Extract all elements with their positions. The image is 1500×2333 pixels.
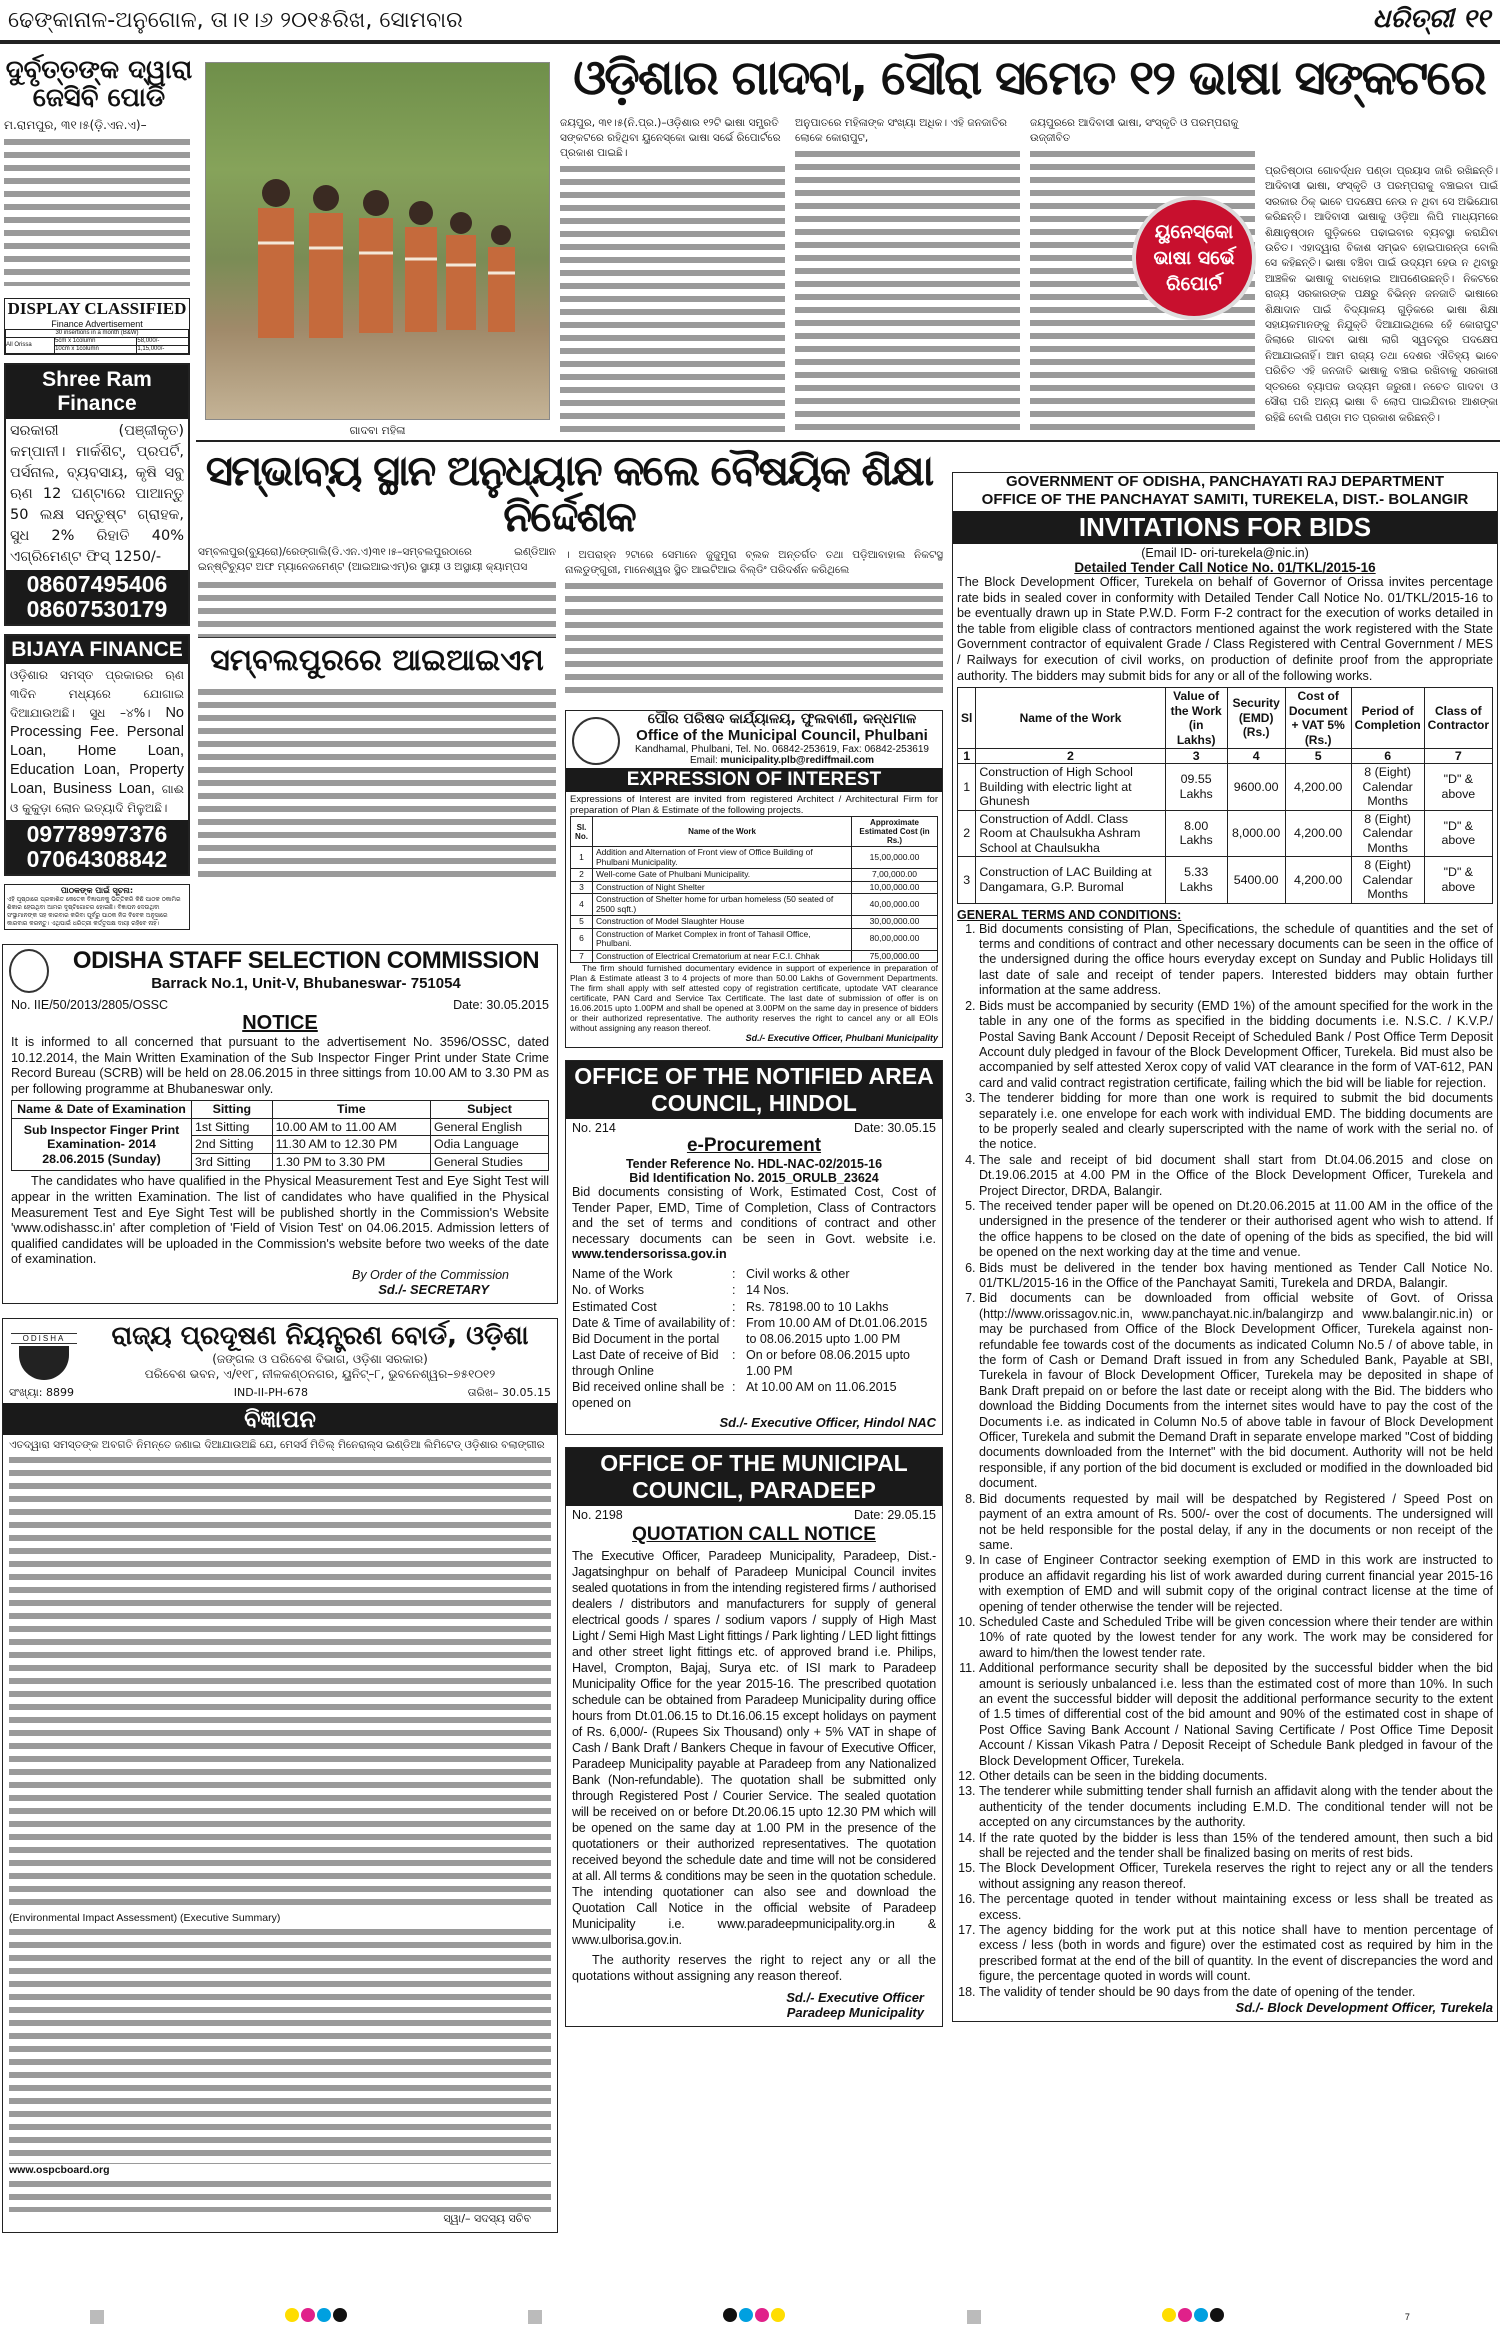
table-cell: 2: [571, 869, 593, 882]
term-item: 6. Bids must be delivered in the tender box having mentioned as Tender Call Notice No. 01/TKL/2015-16 in the Office of the Panchayat Samiti, Turekela and DRDA, Balangir.: [979, 1261, 1493, 1292]
table-cell: 6: [571, 928, 593, 950]
term-item: 1. Bid documents consisting of Plan, Specifications, the schedule of quantities and the set of terms and conditions of contract and other necessary documents can be seen in the office of the undersigned during the office hours everyday except on Sunday and Public Holidays till last date of sale and receipt of tender papers. Interested bidders may obtain further information at the same address.: [979, 922, 1493, 999]
table-cell: 7,00,000.00: [852, 869, 938, 882]
table-cell: Construction of Shelter home for urban homeless (50 seated of 2500 sqft.): [593, 894, 852, 916]
term-item: 11. Additional performance security shall be deposited by the successful bidder when the bid amount is seriously unbalanced i.e. less than the estimated cost of more than 10%. In such an event the successful bidder will deposit the additional performance security to the extent of 1.5 times of differential cost of the bid amount and 90% of the estimated cost in shape of Post Office Saving Bank Account / National Saving Certificate / Post Office Time Deposit Account / Kissan Vikash Patra / Deposit Receipt of Schedule Bank pledged in favour of the Block Development Officer, Turekela.: [979, 1661, 1493, 1769]
table-cell: "D" & above: [1424, 810, 1492, 857]
column-header: Cost of Document + VAT 5% (Rs.): [1285, 688, 1351, 749]
table-cell: 5.33 Lakhs: [1165, 857, 1227, 904]
hindol-eprocurement-ad: OFFICE OF THE NOTIFIED AREA COUNCIL, HINDOL No. 214 Date: 30.05.15 e-Procurement Tender Reference No. HDL-NAC-02/2015-16 Bid Identification No. 2015_ORULB_23624 Bid documents consisting of Work, Estimated Cost, Cost of Tender Paper, EMD, Time of Completion, Class of Contractors and the set of terms and conditions of contract and other necessary documents can be seen in Govt. website i.e. www.tendersorissa.gov.in Name of the Work : Civil works & other No. of Works : 14 Nos. Estimated Cost : Rs. 78198.00 to 10 Lakhs Date & Time of availability of Bid Document in the portal : From 10.00 AM of Dt.01.06.2015 to 08.06.2015 upto 1.00 PM Last Date of receive of Bid through Online : On or before 08.06.2015 upto 1.00 PM Bid received online shall be opened on : At 10.00 AM on 11.06.2015 Sd./- Executive Officer, Hindol NAC: [565, 1060, 943, 1435]
field-label: Name of the Work: [572, 1266, 673, 1281]
table-cell: 80,00,000.00: [852, 928, 938, 950]
field-label: Last Date of receive of Bid through Online: [572, 1348, 719, 1378]
table-cell: 7: [571, 950, 593, 963]
table-row: [958, 857, 1493, 904]
reader-notice: ପାଠକଙ୍କ ପାଇଁ ସୂଚନା: ଏହି ପୃଷ୍ଠାରେ ପ୍ରକାଶିତ କେତେକ ବିଜ୍ଞାପନକୁ ଭିତ୍ତିକରି କିଛି ପାଠକ ଠକାମିର ଶିକାର ହେଉଥିବା ଆମର ଦୃଷ୍ଟିଗୋଚର ହୋଇଛି। ବିଜ୍ଞାପନ ଦେଉଥିବା ସଂସ୍ଥାମାନଙ୍କ ସହ କାରବାର କରିବା ପୂର୍ବରୁ ପାଠକ ନିଜ ବିବେକ ଅନୁସାରେ କାରବାର କରନ୍ତୁ। ଏଥିପାଇଁ ଧରିତ୍ରୀ କର୍ତ୍ତୃପକ୍ଷ ଦାୟୀ ରହିବେ ନାହିଁ।: [4, 884, 190, 930]
table-cell: 2: [958, 810, 976, 857]
table-cell: Addition and Alternation of Front view of Office Building of Phulbani Municipality.: [593, 847, 852, 869]
column-header: Sl: [958, 688, 976, 749]
lead-story-col4: ପ୍ରତିଷ୍ଠାତା ଗୋବର୍ଦ୍ଧନ ପଣ୍ଡା ପ୍ରୟାସ ଜାରି ରଖିଛନ୍ତି। ଆଦିବାସୀ ଭାଷା, ସଂସ୍କୃତି ଓ ପରମ୍ପରାକୁ ବଞ୍ଚାଇବା ପାଇଁ ସରକାର ଠିକ୍ ଭାବେ ପଦକ୍ଷେପ ନେଉ ନ ଥିବା ସେ ଅଭିଯୋଗ କରିଛନ୍ତି। ଆଦିବାସୀ ଭାଷାକୁ ଓଡ଼ିଆ ଲିପି ମାଧ୍ୟମରେ ଶିକ୍ଷାନୁଷ୍ଠାନ ଗୁଡ଼ିକରେ ପଢାଇବାର ବ୍ୟବସ୍ଥା କରାଯିବା ଉଚିତ। ଏହାଦ୍ୱାରା ବିକାଶ ସମ୍ଭବ ହୋଇପାରନ୍ତା ବୋଲି ସେ କହିଛନ୍ତି। ଭାଷା ବଞ୍ଚିବା ପାଇଁ ଉଦ୍ୟମ ହେଉ ନ ଥିବାରୁ ଆଞ୍ଚଳିକ ଭାଷାକୁ ବାଧହୋଇ ଆପଣେଉଛନ୍ତି। ନିକଟରେ ରାଜ୍ୟ ସରକାରଙ୍କ ପକ୍ଷରୁ ବିଭିନ୍ନ ଜନଜାତି ଭାଷାରେ ଶିକ୍ଷାଦାନ ପାଇଁ ବିଦ୍ୟାଳୟ ଗୁଡ଼ିକରେ ଭାଷା ଶିକ୍ଷା ସହାୟକମାନଙ୍କୁ ନିଯୁକ୍ତି ଦିଆଯାଇଥିଲେ ହେଁ କୋରାପୁଟ ଜିଲାରେ ଗାଦବା ଭାଷା ଲାଗି ସ୍ୱତନ୍ତ୍ର ପଦକ୍ଷେପ ନିଆଯାଇନାହିଁ। ଆମ ରାଜ୍ୟ ତଥା ଦେଶର ଐତିହ୍ୟ ଭାବେ ପରିଚିତ ଏହି ଜନଜାତି ଭାଷାକୁ ବଞ୍ଚାଇ ରଖିବାକୁ ସରକାରୀ ସ୍ତରରେ ବ୍ୟାପକ ଉଦ୍ୟମ ଜରୁରୀ। ନଚେତ ଗାଦବା ଓ ସୌରା ପରି ଅନ୍ୟ ଭାଷା ବି ଲୋପ ପାଇଯିବାର ଆଶଙ୍କା ରହିଛି ବୋଲି ପଣ୍ଡା ମତ ପ୍ରକାଶ କରିଛନ୍ତି।: [1265, 165, 1498, 424]
column-number: 5: [1285, 749, 1351, 764]
term-item: 18. The validity of tender should be 90 days from the date of opening of the tender.: [979, 1985, 1493, 2000]
field-row: [572, 1300, 936, 1316]
terms-list: [957, 922, 1493, 2000]
eoi-table: Sl. No. Name of the Work Approximate Estimated Cost (in Rs.) 1 Addition and Alternation of Front view of Office Building of Phulbani Municipality. 15,00,000.00 2 Well-come Gate of Phulbani Municipality. 7,00,000.00 3 Construction of Night Shelter 10,00,000.00 4 Construction of Shelter home for urban homeless (50 seated of 2500 sqft.) 40,00,000.00 5 Construction of Model Slaughter House 30,00,000.00 6 Construction of Market Complex in front of Tahasil Office, Phulbani. 80,00,000.00 7 Construction of Electrical Crematorium at near F.C.I. Chhak 75,00,000.00: [570, 816, 938, 963]
page-marker: 7: [1404, 2312, 1410, 2322]
spcb-logo-icon: ODISHA: [11, 1325, 77, 1389]
gray-patch: [90, 2310, 104, 2324]
table-row: [571, 894, 938, 916]
field-colon: :: [732, 1266, 736, 1281]
field-colon: :: [732, 1348, 736, 1363]
term-item: 15. The Block Development Officer, Turekela reserves the right to reject any or all the tenders without assigning any reason thereof.: [979, 1861, 1493, 1892]
table-cell: 8 (Eight) Calendar Months: [1351, 857, 1424, 904]
lead-headline: ଓଡ଼ିଶାର ଗାଦବା, ସୌରା ସମେତ ୧୨ ଭାଷା ସଙ୍କଟରେ: [573, 50, 1485, 106]
municipal-emblem-icon: [572, 717, 620, 765]
field-label: Bid received online shall be opened on: [572, 1380, 725, 1410]
paper-name: ଧରିତ୍ରୀ: [1372, 4, 1454, 34]
column-header: Value of the Work (in Lakhs): [1165, 688, 1227, 749]
email-link[interactable]: municipality.plb@rediffmail.com: [720, 755, 875, 766]
term-item: 2. Bids must be accompanied by security (EMD 1%) of the amount specified for the work in the table in any one of the forms as specified in the bidding documents i.e. N.S.C. / K.V.P./ Postal Saving Bank Account / Deposit Receipt of Scheduled Bank / Post Office Term Deposit Account duly pledged in favour of the Block Development Officer, Turekela. Bid must also be accompanied by self attested Xerox copy of valid VAT clearance in the form of VAT-612, PAN card and valid contract registration certificate, failing which the bid will be liable for rejection.: [979, 999, 1493, 1091]
phone-number: 08607495406: [26, 571, 168, 597]
term-item: 12. Other details can be seen in the bidding documents.: [979, 1769, 1493, 1784]
spcb-advertisement: ODISHA ରାଜ୍ୟ ପ୍ରଦୂଷଣ ନିୟନ୍ତ୍ରଣ ବୋର୍ଡ, ଓଡ଼ିଶା (ଜଙ୍ଗଲ ଓ ପରିବେଶ ବିଭାଗ, ଓଡ଼ିଶା ସରକାର) ପରିବେଶ ଭବନ, ଏ/୧୧୮, ନୀଳକଣ୍ଠନଗର, ୟୁନିଟ୍–୮, ଭୁବନେଶ୍ୱର–୭୫୧୦୧୨ ସଂଖ୍ୟା: 8899 IND-II-PH-678 ତାରିଖ– 30.05.15 ବିଜ୍ଞାପନ ଏତଦ୍ୱାରା ସମସ୍ତଙ୍କ ଅବଗତି ନିମନ୍ତେ ଜଣାଇ ଦିଆଯାଉଅଛି ଯେ, ମେସର୍ସ ମିତିଲ୍ ମିନେରାଲ୍ସ ଇଣ୍ଡିଆ ଲିମିଟେଡ୍ ଓଡ଼ିଶାର ବଲାଙ୍ଗୀର (Environmental Impact Assessment) (Executive Summary) www.ospcboard.org ସ୍ୱା/– ସଦସ୍ୟ ସଚିବ: [2, 1318, 558, 2233]
masthead-rule: [0, 40, 1500, 44]
field-row: [572, 1283, 936, 1299]
table-cell: 40,00,000.00: [852, 894, 938, 916]
table-cell: Construction of Night Shelter: [593, 881, 852, 894]
bijaya-finance-ad: BIJAYA FINANCE ଓଡ଼ିଶାର ସମସ୍ତ ପ୍ରକାରର ଋଣ ୩ଦିନ ମଧ୍ୟରେ ଯୋଗାଇ ଦିଆଯାଉଅଛି। ସୁଧ –୪%। No Processing Fee. Personal Loan, Home Loan, Education Loan, Property Loan, Business Loan, ଗାଈ ଓ କୁକୁଡ଼ା ଲୋନ ଇତ୍ୟାଦି ମିଳୁଅଛି। 09778997376 07064308842: [4, 634, 190, 876]
table-cell: 1: [571, 847, 593, 869]
second-story-subhead: ସମ୍ବଲପୁରରେ ଆଇଆଇଏମ: [198, 637, 556, 684]
field-label: Estimated Cost: [572, 1299, 657, 1314]
term-item: 8. Bid documents requested by mail will be despatched by Registered / Speed Post on payment of an extra amount of Rs. 500/- over the cost of documents. The undersigned will not be held responsible for the postal delay, if any in the documents or non receipt of the same.: [979, 1492, 1493, 1554]
second-headline: ସମ୍ଭାବ୍ୟ ସ୍ଥାନ ଅନୁଧ୍ୟାନ କଲେ ବୈଷୟିକ ଶିକ୍ଷା ନିର୍ଦ୍ଦେଶକ: [205, 446, 933, 541]
display-classified-rates: DISPLAY CLASSIFIED Finance Advertisement 30 insertions in a month (B&W) All Orissa 5cm x 1column 58,000/- 10cm x 1column 1,15,000/-: [4, 298, 190, 355]
table-cell: 09.55 Lakhs: [1165, 764, 1227, 811]
field-value: On or before 08.06.2015 upto 1.00 PM: [746, 1348, 911, 1378]
lead-story-col3: ଜୟପୁରରେ ଆଦିବାସୀ ଭାଷା, ସଂସ୍କୃତି ଓ ପରମ୍ପରାକୁ ଉଜ୍ଜୀବିତ: [1030, 116, 1255, 436]
table-cell: 5: [571, 916, 593, 929]
table-cell: 3: [571, 881, 593, 894]
field-row: [572, 1267, 936, 1283]
field-value: At 10.00 AM on 11.06.2015: [746, 1380, 897, 1395]
bids-table: [957, 687, 1493, 904]
column-header: Class of Contractor: [1424, 688, 1492, 749]
column-header: Period of Completion: [1351, 688, 1424, 749]
table-row: [571, 847, 938, 869]
table-row: [571, 950, 938, 963]
spcb-website[interactable]: www.ospcboard.org: [9, 2163, 110, 2176]
field-colon: :: [732, 1380, 736, 1395]
turekela-bids-ad: GOVERNMENT OF ODISHA, PANCHAYATI RAJ DEPARTMENT OFFICE OF THE PANCHAYAT SAMITI, TUREKELA, DIST.- BOLANGIR INVITATIONS FOR BIDS (Email ID- ori-turekela@nic.in) Detailed Tender Call Notice No. 01/TKL/2015-16 The Block Development Officer, Turekela on behalf of Governor of Orissa invites percentage rate bids in sealed cover in conformity with Detailed Tender Call Notice No. 01/TKL/2015-16 to be eventually drawn up in State P.W.D. Form F-2 contract for the execution of works detailed in the table from eligible class of contractors mentioned against the work registered with the State Government contractor of equivalent Grade / Class Registered with Central Government / MES / Railways for execution of civil works, on production of definite proof from the appropriate authority. The bidders may submit bids for any or all of the following works. Sl Name of the Work Value of the Work (in Lakhs) Security (EMD) (Rs.) Cost of Document + VAT 5% (Rs.) Period of Completion Class of Contractor 1 2 3 4 5 6 7 1 Construction of High School Building with electric light at Ghunesh 09.55 Lakhs 9600.00 4,200.00 8 (Eight) Calendar Months "D" & above 2 Construction of Addl. Class Room at Chaulsukha Ashram School at Chaulsukha 8.00 Lakhs 8,000.00 4,200.00 8 (Eight) Calendar Months "D" & above 3 Construction of LAC Building at Dangamara, G.P. Buromal 5.33 Lakhs 5400.00 4,200.00 8 (Eight) Calendar Months "D" & above GENERAL TERMS AND CONDITIONS: 1. Bid documents consisting of Plan, Specifications, the schedule of quantities and the set of terms and conditions of contract and other necessary documents can be seen in the office of the undersigned during the office hours everyday except on Sunday and Public Holidays till last date of sale and receipt of tender papers. Interested bidders may obtain further information at the same address. 2. Bids must be accompanied by security (EMD 1%) of the amount specified for the work in the table in any one of the forms as specified in the bidding documents i.e. N.S.C. / K.V.P./ Postal Saving Bank Account / Deposit Receipt of Scheduled Bank / Post Office Term Deposit Account duly pledged in favour of the Block Development Officer, Turekela. Bid must also be accompanied by self attested Xerox copy of valid VAT clearance in the form of VAT-612, PAN card and valid contract registration certificate, failing which the bid will be liable for rejection. 3. The tenderer bidding for more than one work is required to submit the bid documents separately i.e. one envelope for each work with individual EMD. The bidding documents are to be properly sealed and clearly superscripted with the name of work with the serial no. of the notice. 4. The sale and receipt of bid document shall start from Dt.04.06.2015 and close on Dt.19.06.2015 at 4.00 PM in the Office of the Block Development Officer, Turekela and Project Director, DRDA, Balangir. 5. The received tender paper will be opened on Dt.20.06.2015 at 11.00 AM in the office of the undersigned in the presence of the tenderer or their authorised agent who wish to attend. If the office happens to be closed on the date of opening of the bids as specified, the bid will be opened on the next working day at the time and venue. 6. Bids must be delivered in the tender box having mentioned as Tender Call Notice No. 01/TKL/2015-16 in the Office of the Panchayat Samiti, Turekela and DRDA, Balangir. 7. Bid documents can be downloaded from official website of Govt. of Orissa (http://www.orissagov.nic.in, www.panchayat.nic.in/balangirzp and www.balangir.nic.in) or may be purchased from Office of the Block Development Officer, Turekela against non-refundable fee towards cost of the documents as indicated Column No.5 / of above table, in the form of Cash or Demand Draft issued in from any Scheduled Bank, Payable at SBI, Turekela in favour of Block Development Officer, Turekela may be deposited in shape of Bank Draft prepaid on or before the last date or receipt along with the Bid. The bidders who download the Bidding Documents from the internet sites would have to pay the cost of the Documents i.e. as indicated in Column No.5 of above table in favour of Block Development Officer, Turekela and submit the Demand Draft in separate envelope marked "Cost of bidding documents downloaded from the Internet" with the bid document. Authority will not be held responsible, if any portion of the bid document is excluded or modified in the downloaded bid document. 8. Bid documents requested by mail will be despatched by Registered / Speed Post on payment of an extra amount of Rs. 500/- over the cost of documents. The undersigned will not be held responsible for the postal delay, if any in the documents or non receipt of the same. 9. In case of Engineer Contractor seeking exemption of EMD in this work are instructed to produce an affidavit regarding his list of work awarded during current financial year 2015-16 with exemption of EMD and will submit copy of the original contract license at the time of opening of tender otherwise the tender will be rejected. 10. Scheduled Caste and Scheduled Tribe will be given concession where their tender are within 10% of rate quoted by the lowest tender for any work. The work may be considered for award to him/then the lowest tender rate. 11. Additional performance security shall be deposited by the successful bidder when the bid amount is seriously unbalanced i.e. less than the estimated cost of more than 10%. In such an event the successful bidder will deposit the additional performance security to the extent of 1.5 times of differential cost of the bid amount and 90% of the estimated cost in shape of Post Office Saving Bank Account / National Saving Certificate / Post Office Time Deposit Account / Kissan Vikash Patra / Deposit Receipt of Schedule Bank pledged in favour of the Block Development Officer, Turekela. 12. Other details can be seen in the bidding documents. 13. The tenderer while submitting tender shall furnish an affidavit along with the tender about the authenticity of the tender documents including E.M.D. The conditional tender will not be accepted on any circumstances by the authority. 14. If the rate quoted by the bidder is less than 15% of the tendered amount, then such a bid shall be rejected and the tender shall be finalized basing on merits of rest bids. 15. The Block Development Officer, Turekela reserves the right to reject any or all the tenders without assigning any reason thereof. 16. The percentage quoted in tender without maintaining excess or less shall be treated as excess. 17. The agency bidding for the work put at this notice shall have to mention percentage of excess / less (both in words and figure) over the estimated cost as required by him in the prescribed format at the end of the bill of quantity. In the event of discrepancies the word and figure, the percentage quoted in words will count. 18. The validity of tender should be 90 days from the date of opening of the tender. Sd./- Block Development Officer, Turekela: [952, 472, 1498, 2022]
table-cell: 4: [571, 894, 593, 916]
photo-caption: ଗାଦବା ମହିଳା: [349, 424, 406, 437]
table-cell: Construction of Market Complex in front of Tahasil Office, Phulbani.: [593, 928, 852, 950]
classified-ads-column: [4, 298, 190, 930]
section-rule: [555, 440, 1500, 442]
lead-story-columns: [560, 116, 1498, 436]
tenders-website-link[interactable]: www.tendersorissa.gov.in: [572, 1247, 727, 1262]
phulbani-eoi-ad: ପୌର ପରିଷଦ କାର୍ଯ୍ୟାଳୟ, ଫୁଲବାଣୀ, କନ୍ଧମାଳ Office of the Municipal Council, Phulbani Kandhamal, Phulbani, Tel. No. 06842-253619, Fax: 06842-253619 Email: municipality.plb@rediffmail.com EXPRESSION OF INTEREST Expressions of Interest are invited from registered Architect / Architectural Firm for preparation of Plan & Estimate of the following projects. Sl. No. Name of the Work Approximate Estimated Cost (in Rs.) 1 Addition and Alternation of Front view of Office Building of Phulbani Municipality. 15,00,000.00 2 Well-come Gate of Phulbani Municipality. 7,00,000.00 3 Construction of Night Shelter 10,00,000.00 4 Construction of Shelter home for urban homeless (50 seated of 2500 sqft.) 40,00,000.00 5 Construction of Model Slaughter House 30,00,000.00 6 Construction of Market Complex in front of Tahasil Office, Phulbani. 80,00,000.00 7 Construction of Electrical Crematorium at near F.C.I. Chhak 75,00,000.00 The firm should furnished documentary evidence in support of experience in preparation of Plan & Estimate atleast 3 to 4 projects of more than 50.00 Lakhs of Government Departments. The firm shall apply with self attested copy of registration certificate, uptodate VAT clearance certificate, PAN Card and Service Tax Certificate. The last date of submission of offer is on 16.06.2015 upto 1.00PM and shall be opened at 3.00PM on the same day in presence of bidders or their authorized representative. The authority reserves the right to cancel any or all EOIs without assigning any reason thereof. Sd./- Executive Officer, Phulbani Municipality: [565, 710, 943, 1048]
table-cell: 9600.00: [1227, 764, 1285, 811]
left-upper-row: [2, 298, 558, 930]
field-row: [572, 1348, 936, 1379]
table-cell: 3: [958, 857, 976, 904]
table-cell: "D" & above: [1424, 764, 1492, 811]
term-item: 9. In case of Engineer Contractor seeking exemption of EMD in this work are instructed to produce an affidavit regarding his list of work awarded during current financial year 2015-16 with exemption of EMD and will submit copy of the original contract license at the time of opening of tender otherwise the tender will be rejected.: [979, 1553, 1493, 1615]
term-item: 7. Bid documents can be downloaded from official website of Govt. of Orissa (http://www.orissagov.nic.in, www.panchayat.nic.in/balangirzp and www.balangir.nic.in) or may be purchased from Office of the Block Development Officer, Turekela against non-refundable fee towards cost of the documents as indicated Column No.5 / of above table, in the form of Cash or Demand Draft issued in from any Scheduled Bank, Payable at SBI, Turekela in favour of Block Development Officer, Turekela may be deposited in shape of Bank Draft prepaid on or before the last date or receipt along with the Bid. The bidders who download the Bidding Documents from the internet sites would have to pay the cost of the Documents i.e. as indicated in Column No.5 of above table in favour of Block Development Officer, Turekela and submit the Demand Draft in separate envelope marked "Cost of bidding documents downloaded from the Internet" with the bid document. Authority will not be held responsible, if any portion of the bid document is excluded or modified in the downloaded bid document.: [979, 1291, 1493, 1491]
term-item: 13. The tenderer while submitting tender shall furnish an affidavit along with the tender about the authenticity of the tender documents including E.M.D. The conditional tender will not be accepted on any circumstances by the authority.: [979, 1784, 1493, 1830]
term-item: 4. The sale and receipt of bid document shall start from Dt.04.06.2015 and close on Dt.19.06.2015 at 4.00 PM in the Office of the Block Development Officer, Turekela and Project Director, DRDA, Balangir.: [979, 1153, 1493, 1199]
table-cell: Well-come Gate of Phulbani Municipality.: [593, 869, 852, 882]
table-cell: 10,00,000.00: [852, 881, 938, 894]
column-number: 3: [1165, 749, 1227, 764]
middle-column: [565, 548, 943, 2027]
column-number: 6: [1351, 749, 1424, 764]
table-cell: 8,000.00: [1227, 810, 1285, 857]
table-cell: 8 (Eight) Calendar Months: [1351, 810, 1424, 857]
gray-patch: [967, 2310, 981, 2324]
field-colon: :: [732, 1299, 736, 1314]
field-row: [572, 1316, 936, 1347]
ossc-notice-ad: ODISHA STAFF SELECTION COMMISSION Barrack No.1, Unit-V, Bhubaneswar- 751054 No. IIE/50/2013/2805/OSSC Date: 30.05.2015 NOTICE It is informed to all concerned that pursuant to the advertisement No. 3596/OSSC, dated 10.12.2014, the Main Written Examination of the Sub Inspector Finger Print under State Crime Record Bureau (SCRB) will be held on 28.06.2015 in three sittings from 10.00 AM to 3.30 PM as per following programme at Bhubaneswar only. Name & Date of Examination Sitting Time Subject Sub Inspector Finger Print Examination- 2014 28.06.2015 (Sunday) 1st Sitting 10.00 AM to 11.00 AM General English 2nd Sitting 11.30 AM to 12.30 PM Odia Language 3rd Sitting 1.30 PM to 3.30 PM General Studies The candidates who have qualified in the Physical Measurement Test and Eye Sight Test will appear in the written Examination. The list of candidates who have qualified in the Physical Measurement Test and Eye Sight Test will be published shortly in the Commission's Website 'www.odishassc.in' after completion of 'Field of Vision Test' on 04.06.2015. Admission letters of qualified candidates will be uploaded in the Commission's website before two weeks of the date of examination. By Order of the Commission Sd./- SECRETARY: [2, 944, 558, 1304]
table-cell: 4,200.00: [1285, 764, 1351, 811]
field-value: From 10.00 AM of Dt.01.06.2015 to 08.06.2015 upto 1.00 PM: [746, 1316, 928, 1346]
table-row: [571, 881, 938, 894]
table-cell: 15,00,000.00: [852, 847, 938, 869]
paradeep-quotation-ad: OFFICE OF THE MUNICIPAL COUNCIL, PARADEEP No. 2198 Date: 29.05.15 QUOTATION CALL NOTICE The Executive Officer, Paradeep Municipality, Paradeep, Dist.- Jagatsinghpur on behalf of Paradeep Municipal Council invites sealed quotations in from the intending registered firms / authorised dealers / distributors and manufacturers for supply of general electrical goods / spares / sodium vapors / supply of High Mast Light / Semi High Mast Light fittings / Park lighting / LED light fittings and other street light fittings etc. of approved brand i.e. Philips, Havel, Crompton, Bajaj, Surya etc. of ISI mark to Paradeep Municipality Office for the year 2015-16. The prescribed quotation schedule can be obtained from Paradeep Municipality during office hours from Dt.01.06.15 to Dt.16.06.15 except holidays on payment of Rs. 6,000/- (Rupees Six Thousand) only + 5% VAT in shape of Cash / Bank Draft / Bankers Cheque in favour of Executive Officer, Paradeep Municipality payable at Paradeep from any Nationalized Bank (Non-refundable). The quotation shall be submitted only through Registered Post / Courier Service. The sealed quotation will be received on or before Dt.20.06.15 upto 12.30 PM which will be opened on the same day at 1.00 PM in the presence of the quotationers or their authorized representatives. The quotation received beyond the schedule date and time will not be considered at all. All terms & conditions may be seen in the quotation schedule. The intending quotationer can also see and download the Quotation Call Notice in the official website of Paradeep Municipality i.e. www.paradeepmunicipality.org.in & www.ulborisa.gov.in. The authority reserves the right to reject any or all the quotations without assigning any reason thereof. Sd./- Executive Officer Paradeep Municipality: [565, 1447, 943, 2027]
registration-marks: [0, 2304, 1500, 2330]
field-value: Civil works & other: [746, 1266, 850, 1281]
table-cell: 1: [958, 764, 976, 811]
column-number: 7: [1424, 749, 1492, 764]
table-cell: Construction of Electrical Crematorium at near F.C.I. Chhak: [593, 950, 852, 963]
second-story-col1: ସମ୍ବଲପୁର(ବ୍ୟୁରୋ)/ରେଙ୍ଗାଲି(ଡି.ଏନ.ଏ)୩୧।୫–ସମ୍ବଲପୁରଠାରେ ଇଣ୍ଡିଆନ ଇନ୍ଷ୍ଟିଚ୍ୟୁଟ ଅଫ ମ୍ୟାନେଜମେଣ୍ଟ (ଆଇଆଇଏମ୍)ର ସ୍ଥାୟୀ ଓ ଅସ୍ଥାୟୀ କ୍ୟାମ୍ପସ ସମ୍ବଲପୁରରେ ଆଇଆଇଏମ: [198, 298, 556, 930]
table-row: [571, 869, 938, 882]
table-cell: "D" & above: [1424, 857, 1492, 904]
second-story-col2: । ଅପରାହ୍ନ ୨ଟାରେ ସେମାନେ ଜୁଜୁମୁରା ବ୍ଲକ ଅନ୍ତର୍ଗତ ତଥା ପଡ଼ିଆବାହାଲ ନିକଟସ୍ଥ ନାଲଡୁଙ୍ଗୁରୀ, ମାନେଶ୍ୱର ସ୍ଥିତ ଆଇଟିଆଇ ବିଲ୍ଡିଂ ପରିଦର୍ଶନ କରିଥିଲେ: [565, 548, 943, 698]
table-cell: 4,200.00: [1285, 857, 1351, 904]
table-cell: Construction of LAC Building at Dangamara, G.P. Buromal: [976, 857, 1165, 904]
term-item: 10. Scheduled Caste and Scheduled Tribe will be given concession where their tender are within 10% of rate quoted by the lowest tender for any work. The work may be considered for award to him/then the lowest tender rate.: [979, 1615, 1493, 1661]
exam-schedule-table: Name & Date of Examination Sitting Time Subject Sub Inspector Finger Print Examination- 2014 28.06.2015 (Sunday) 1st Sitting 10.00 AM to 11.00 AM General English 2nd Sitting 11.30 AM to 12.30 PM Odia Language 3rd Sitting 1.30 PM to 3.30 PM General Studies: [11, 1100, 549, 1171]
column-number: 2: [976, 749, 1165, 764]
field-label: No. of Works: [572, 1283, 645, 1298]
table-cell: 5400.00: [1227, 857, 1285, 904]
table-cell: 30,00,000.00: [852, 916, 938, 929]
phone-number: 09778997376: [26, 821, 168, 847]
term-item: 17. The agency bidding for the work put at this notice shall have to mention percentage of excess / less (both in words and figure) over the estimated cost as required by him in the prescribed format at the end of the bill of quantity. In the event of discrepancies the word and figure, the percentage quoted in words will count.: [979, 1923, 1493, 1985]
lead-story: [560, 46, 1498, 436]
table-cell: Construction of Model Slaughter House: [593, 916, 852, 929]
column-number: 4: [1227, 749, 1285, 764]
phone-number: 07064308842: [26, 846, 168, 872]
table-row: [571, 916, 938, 929]
table-cell: Construction of High School Building with electric light at Ghunesh: [976, 764, 1165, 811]
unesco-report-badge: ୟୁନେସ୍କୋ ଭାଷା ସର୍ଭେ ରିପୋର୍ଟ: [1132, 196, 1256, 320]
odisha-emblem-icon: [9, 949, 49, 993]
second-story-col1-body: [198, 684, 556, 884]
left-story-body: [4, 134, 190, 286]
field-colon: :: [732, 1316, 736, 1331]
field-value: 14 Nos.: [746, 1283, 790, 1298]
shree-ram-finance-ad: Shree Ram Finance ସରକାରୀ (ପଞ୍ଜୀକୃତ) କମ୍ପାନୀ। ମାର୍କଶିଟ୍, ପ୍ରପର୍ଟି, ପର୍ସନାଲ, ବ୍ୟବସାୟ, କୃଷି ସବୁ ଋଣ 12 ଘଣ୍ଟାରେ ପାଆନ୍ତୁ 50 ଲକ୍ଷ ସନ୍ତୁଷ୍ଟ ଗ୍ରାହକ, ସୁଧ 2% ରିହାତି 40% ଏଗ୍ରିମେଣ୍ଟ ଫିସ୍ 1250/- 08607495406 08607530179: [4, 363, 190, 626]
table-cell: 4,200.00: [1285, 810, 1351, 857]
left-column: [2, 298, 558, 2233]
phone-number: 08607530179: [26, 596, 168, 622]
table-row: [958, 764, 1493, 811]
table-cell: 8.00 Lakhs: [1165, 810, 1227, 857]
term-item: 5. The received tender paper will be opened on Dt.20.06.2015 at 11.00 AM in the office of the undersigned in the presence of the tenderer or their authorised agent who wish to attend. If the office happens to be closed on the date of opening of the bids as specified, the bid will be opened on the next working day at the time and venue.: [979, 1199, 1493, 1261]
field-label: Date & Time of availability of Bid Document in the portal: [572, 1316, 730, 1346]
field-value: Rs. 78198.00 to 10 Lakhs: [746, 1299, 889, 1314]
field-row: [572, 1380, 936, 1411]
table-cell: 8 (Eight) Calendar Months: [1351, 764, 1424, 811]
lead-story-col1: ଜୟପୁର, ୩୧।୫(ନି.ପ୍ର.)–ଓଡ଼ିଶାର ୧୨ଟି ଭାଷା ସମ୍ପ୍ରତି ସଙ୍କଟରେ ରହିଥିବା ୟୁନେସ୍କୋ ଭାଷା ସର୍ଭେ ରିପୋର୍ଟରେ ପ୍ରକାଶ ପାଇଛି।: [560, 116, 785, 436]
left-story-headline: ଦୁର୍ବୃତ୍ତଙ୍କ ଦ୍ୱାରା ଜେସିବି ପୋଡି: [5, 55, 193, 113]
gray-patch: [528, 2310, 542, 2324]
table-cell: 75,00,000.00: [852, 950, 938, 963]
column-header: Name of the Work: [976, 688, 1165, 749]
dateline: ଢେଙ୍କାନାଳ-ଅନୁଗୋଳ, ତା।୧।୬ ୨୦୧୫ରିଖ, ସୋମବାର: [8, 8, 463, 33]
term-item: 16. The percentage quoted in tender without maintaining excess or less shall be treated as excess.: [979, 1892, 1493, 1923]
term-item: 14. If the rate quoted by the bidder is less than 15% of the tendered amount, then such a bid shall be rejected and the tender shall be finalized basing on merits of rest bids.: [979, 1831, 1493, 1862]
table-cell: Construction of Addl. Class Room at Chaulsukha Ashram School at Chaulsukha: [976, 810, 1165, 857]
lead-story-col2: ଅନୁପାତରେ ମହିଳାଙ୍କ ସଂଖ୍ୟା ଅଧିକ। ଏହି ଜନଜାତିର ଲୋକେ କୋରାପୁଟ,: [795, 116, 1020, 436]
term-item: 3. The tenderer bidding for more than one work is required to submit the bid documents separately i.e. one envelope for each work with individual EMD. The bidding documents are to be properly sealed and clearly superscripted with the name of work with the serial no. of the notice.: [979, 1091, 1493, 1153]
left-story-dateline: ମ.ରାମପୁର, ୩୧।୫(ଡ଼ି.ଏନ.ଏ)–: [4, 118, 147, 132]
hindol-fields: [572, 1267, 936, 1412]
field-colon: :: [732, 1283, 736, 1298]
column-header: Security (EMD) (Rs.): [1227, 688, 1285, 749]
column-number: 1: [958, 749, 976, 764]
page-number: ଧରିତ୍ରୀ ୧୧: [1372, 4, 1490, 34]
email-link[interactable]: (Email ID- ori-turekela@nic.in): [1141, 546, 1309, 560]
table-row: [571, 928, 938, 950]
table-row: [958, 810, 1493, 857]
